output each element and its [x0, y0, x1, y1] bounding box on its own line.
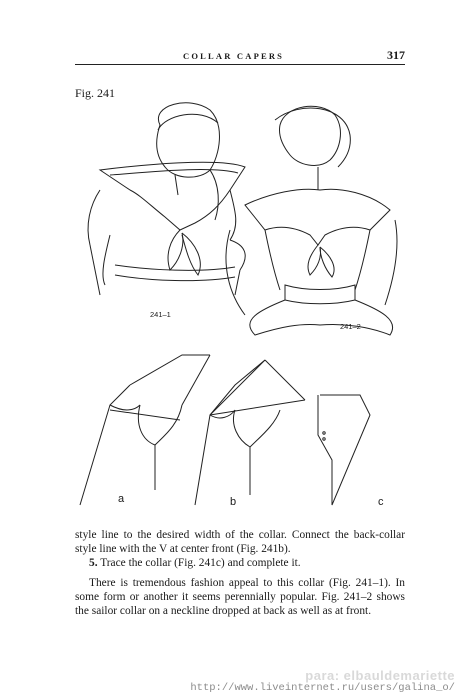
step-text: Trace the collar (Fig. 241c) and complete it. — [100, 557, 301, 569]
step-5 — [75, 556, 405, 570]
figure-illustration — [70, 95, 400, 515]
page-number: 317 — [387, 48, 405, 62]
figure-label: Fig. 241 — [75, 86, 116, 100]
step-number: 5. — [89, 557, 98, 569]
caption-241-1: 241–1 — [150, 310, 171, 319]
illustration-241-2 — [226, 106, 397, 335]
pattern-panel-b — [195, 360, 305, 505]
watermark-title: para: elbauldemariette — [305, 668, 455, 683]
paragraph-fashion-appeal: There is tremendous fashion appeal to this collar (Fig. 241–1). In some form or another it seems perennially popular. Fig. 241–2 shows the sailor collar on a neckline dropped at back as well as at front. — [75, 577, 405, 617]
pattern-panel-c — [318, 395, 370, 505]
watermark-bar — [0, 668, 463, 699]
panel-label-a: a — [118, 493, 125, 505]
pattern-panel-a — [80, 355, 210, 505]
paragraph-continuation: style line to the desired width of the collar. Connect the back-collar style line with the V at center front (Fig. 241b). — [75, 529, 405, 555]
header-rule — [75, 64, 405, 65]
illustration-241-1 — [88, 103, 245, 295]
watermark-url: http://www.liveinternet.ru/users/galina_o/ — [190, 682, 455, 694]
panel-label-b: b — [230, 496, 237, 508]
running-title: COLLAR CAPERS — [183, 51, 285, 61]
caption-241-2: 241–2 — [340, 322, 361, 331]
body-text — [75, 528, 405, 618]
panel-label-c: c — [378, 496, 384, 508]
